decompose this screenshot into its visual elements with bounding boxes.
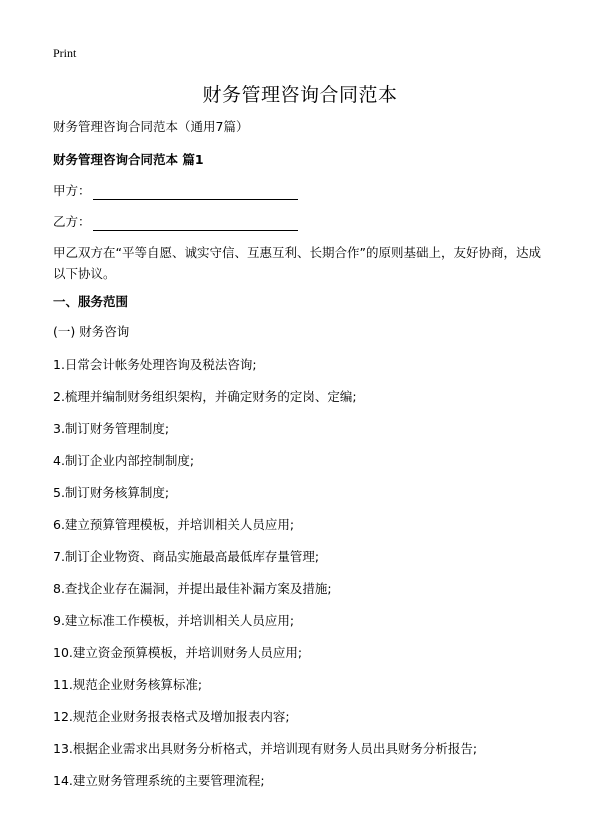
list-item: 13.根据企业需求出具财务分析格式，并培训现有财务人员出具财务分析报告; — [53, 741, 478, 756]
section-heading: 财务管理咨询合同范本 篇1 — [53, 152, 204, 167]
list-item: 9.建立标准工作模板，并培训相关人员应用; — [53, 613, 295, 628]
party-b-label: 乙方： — [53, 214, 91, 229]
party-a-label: 甲方： — [53, 183, 91, 198]
part1-heading: 一、服务范围 — [53, 294, 129, 309]
list-item: 12.规范企业财务报表格式及增加报表内容; — [53, 709, 290, 724]
list-item: 1.日常会计帐务处理咨询及税法咨询; — [53, 357, 257, 372]
document-subtitle: 财务管理咨询合同范本（通用7篇） — [53, 119, 249, 134]
party-a-row — [53, 182, 298, 200]
list-item: 14.建立财务管理系统的主要管理流程; — [53, 773, 265, 788]
document-title: 财务管理咨询合同范本 — [202, 84, 398, 106]
list-item: 3.制订财务管理制度; — [53, 421, 170, 436]
list-item: 8.查找企业存在漏洞，并提出最佳补漏方案及措施; — [53, 581, 332, 596]
list-item: 4.制订企业内部控制制度; — [53, 453, 195, 468]
intro-paragraph: 甲乙双方在“平等自愿、诚实守信、互惠互利、长期合作”的原则基础上，友好协商，达成以下协议。 — [53, 245, 541, 281]
sub1-heading: (一) 财务咨询 — [53, 324, 130, 339]
party-a-blank-line — [93, 185, 298, 200]
party-b-blank-line — [93, 216, 298, 231]
party-b-row — [53, 213, 298, 231]
list-item: 5.制订财务核算制度; — [53, 485, 170, 500]
list-item: 6.建立预算管理模板，并培训相关人员应用; — [53, 517, 295, 532]
print-link[interactable]: Print — [53, 46, 77, 60]
list-item: 10.建立资金预算模板，并培训财务人员应用; — [53, 645, 303, 660]
list-item: 11.规范企业财务核算标准; — [53, 677, 203, 692]
list-item: 7.制订企业物资、商品实施最高最低库存量管理; — [53, 549, 320, 564]
list-item: 2.梳理并编制财务组织架构，并确定财务的定岗、定编; — [53, 389, 357, 404]
